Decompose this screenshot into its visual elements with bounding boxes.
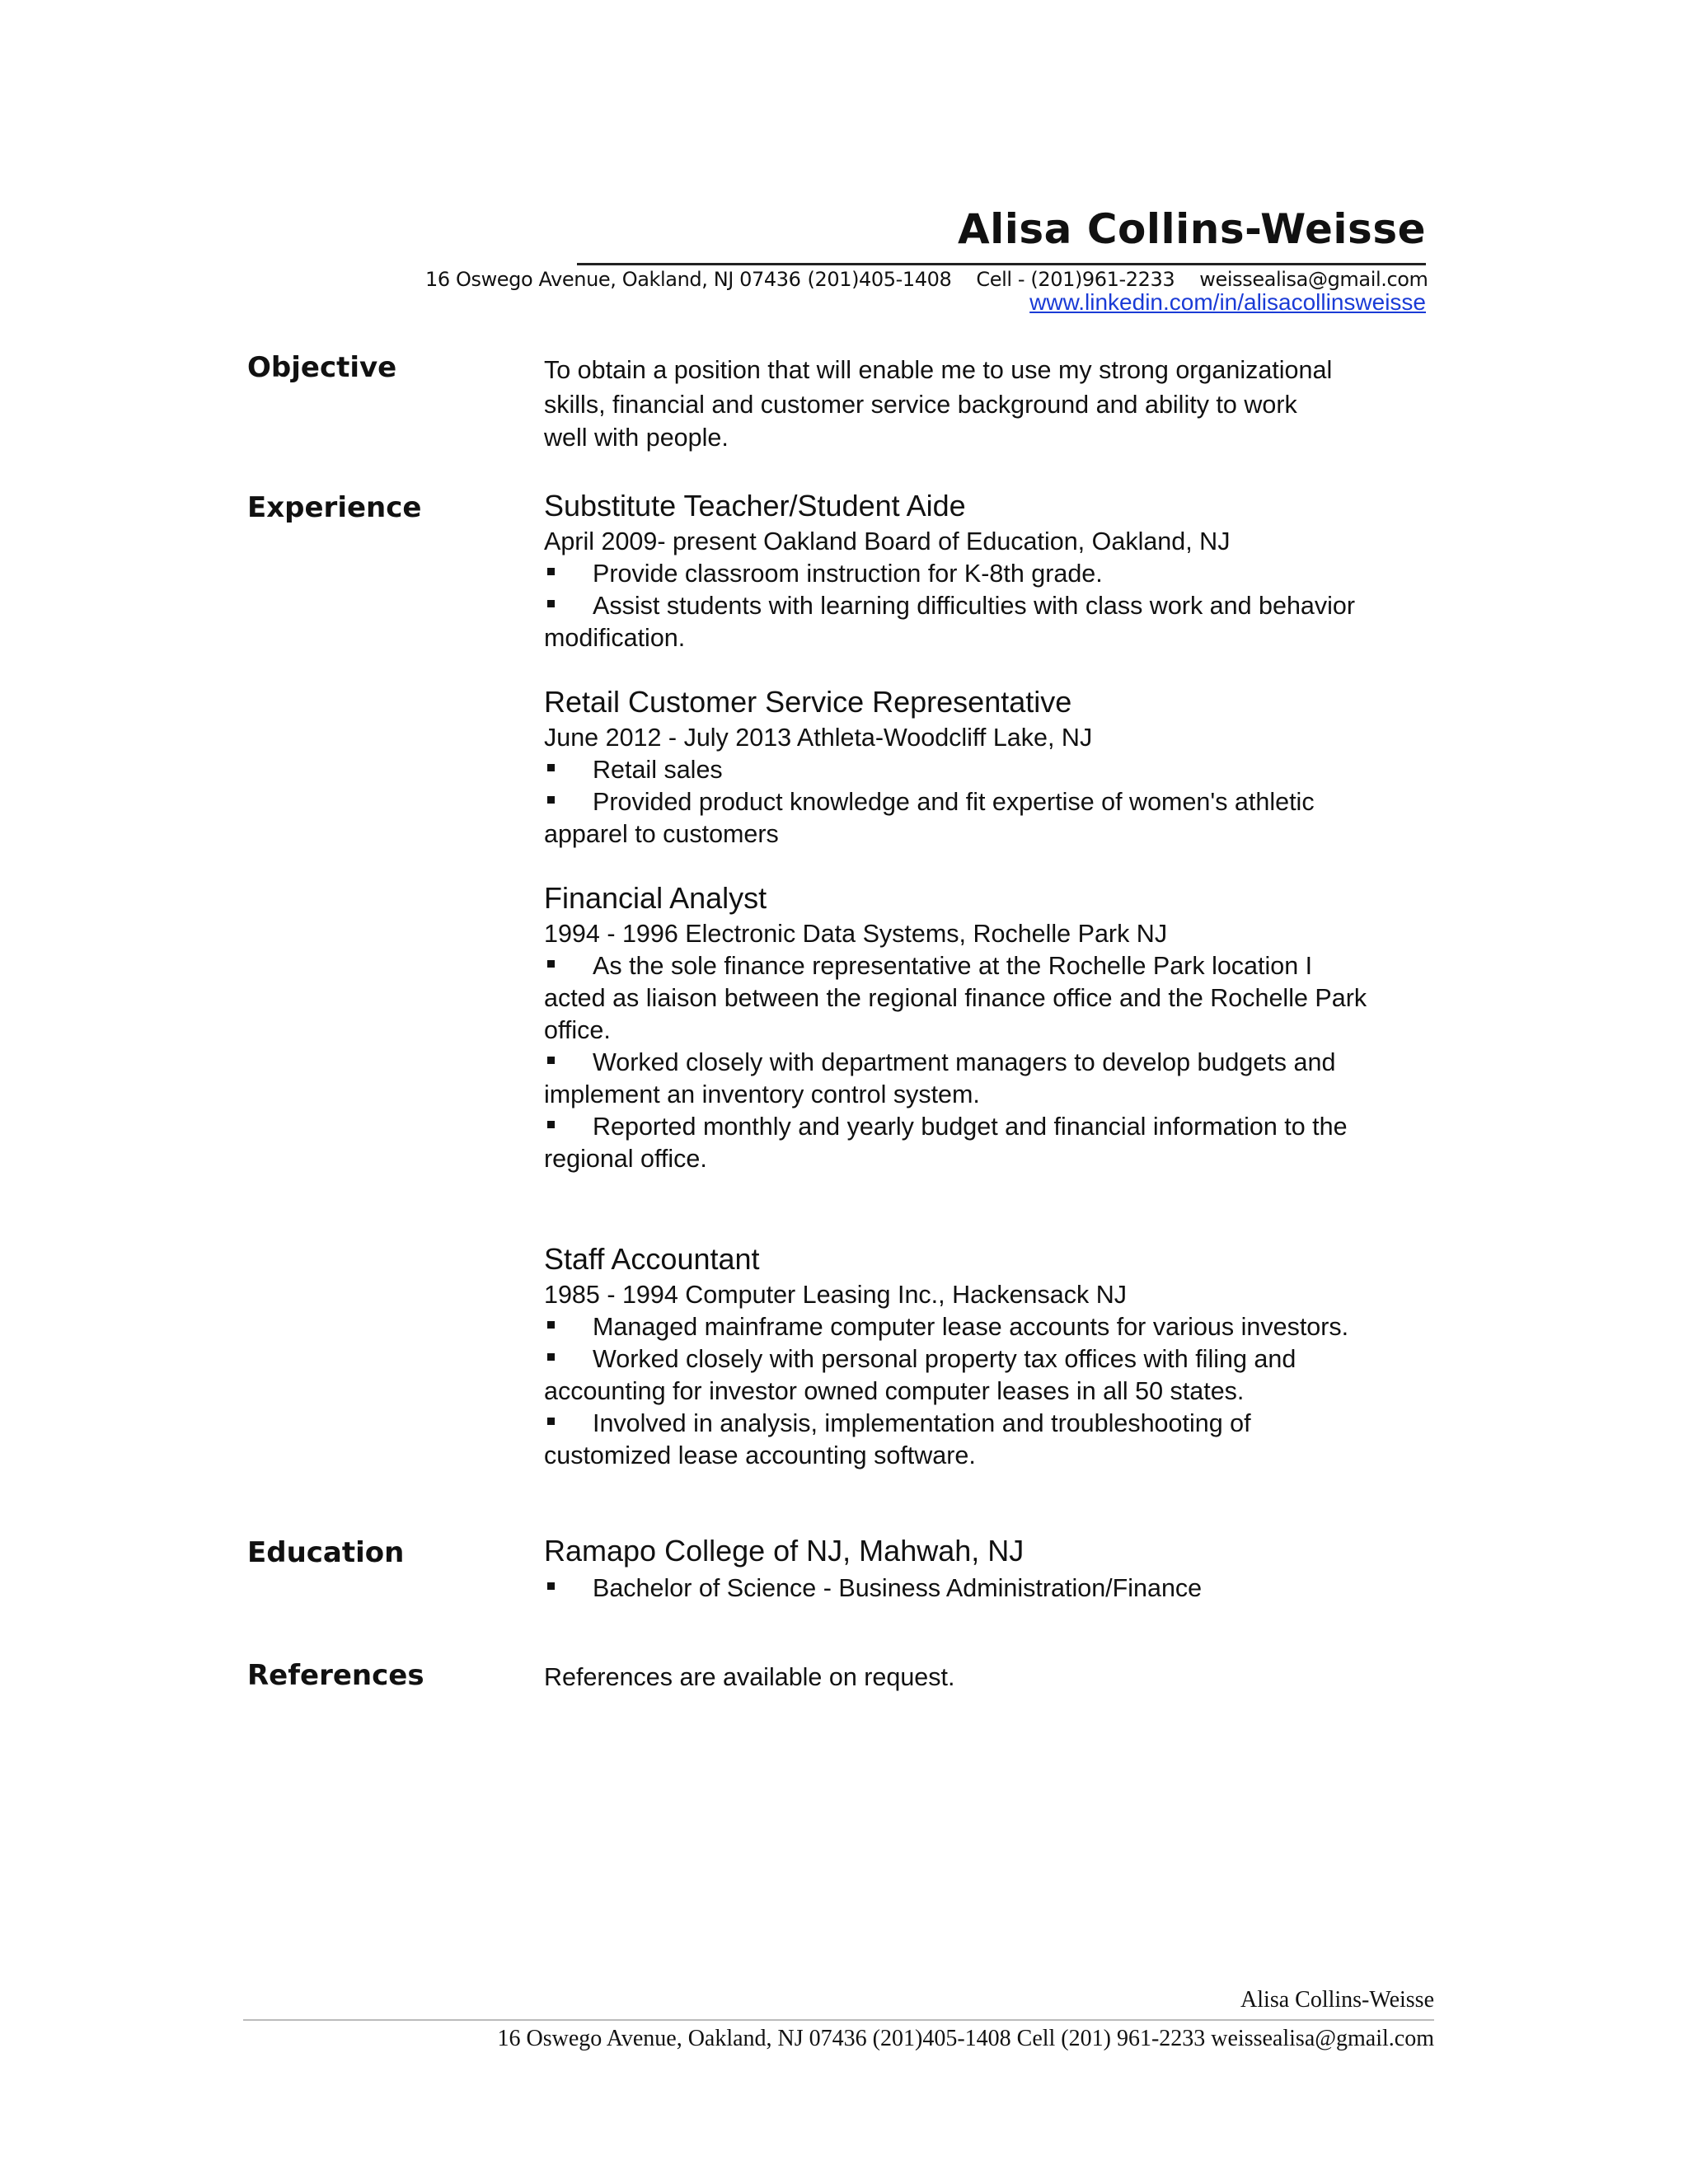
list-item bbox=[544, 1343, 1434, 1376]
list-item bbox=[544, 1111, 1434, 1143]
home-phone: (201)405-1408 bbox=[807, 268, 952, 291]
references-heading: References bbox=[247, 1659, 424, 1692]
bullet-text: Reported monthly and yearly budget and financial information to the bbox=[593, 1113, 1348, 1141]
references-text: References are available on request. bbox=[544, 1663, 955, 1691]
linkedin-link[interactable]: www.linkedin.com/in/alisacollinsweisse bbox=[1029, 289, 1426, 315]
job-dates-employer: June 2012 - July 2013 Athleta-Woodcliff Lake, NJ bbox=[544, 724, 1093, 752]
cell-phone: Cell - (201)961-2233 bbox=[976, 268, 1175, 291]
footer-divider bbox=[243, 2019, 1434, 2021]
job-dates-employer: April 2009- present Oakland Board of Education, Oakland, NJ bbox=[544, 527, 1231, 555]
bullet-square-icon bbox=[547, 1121, 555, 1128]
job-title: Retail Customer Service Representative bbox=[544, 685, 1072, 719]
list-item bbox=[544, 590, 1434, 622]
experience-content bbox=[544, 488, 1434, 1502]
degree-text: Bachelor of Science - Business Administration/Finance bbox=[593, 1574, 1203, 1602]
bullet-square-icon bbox=[547, 796, 555, 804]
education-content bbox=[544, 1533, 1434, 1605]
job-title: Substitute Teacher/Student Aide bbox=[544, 489, 966, 523]
objective-line: To obtain a position that will enable me to use my strong organizational bbox=[544, 356, 1333, 384]
list-item bbox=[544, 950, 1434, 982]
bullet-text: Provide classroom instruction for K-8th grade. bbox=[593, 560, 1103, 588]
bullet-continuation: apparel to customers bbox=[544, 820, 779, 848]
header-divider bbox=[577, 263, 1426, 265]
job-dates-employer: 1994 - 1996 Electronic Data Systems, Rochelle Park NJ bbox=[544, 920, 1168, 948]
bullet-continuation: modification. bbox=[544, 624, 686, 652]
bullet-square-icon bbox=[547, 764, 555, 771]
list-item bbox=[544, 754, 1434, 786]
bullet-text: Assist students with learning difficulties with class work and behavior bbox=[593, 592, 1356, 620]
bullet-text: Involved in analysis, implementation and troubleshooting of bbox=[593, 1409, 1251, 1437]
list-item bbox=[544, 1047, 1434, 1079]
bullet-square-icon bbox=[547, 1353, 555, 1361]
bullet-text: Worked closely with department managers to develop budgets and bbox=[593, 1048, 1336, 1076]
bullet-continuation: acted as liaison between the regional finance office and the Rochelle Park bbox=[544, 984, 1367, 1012]
bullet-square-icon bbox=[547, 1321, 555, 1329]
bullet-square-icon bbox=[547, 600, 555, 607]
job-dates-employer: 1985 - 1994 Computer Leasing Inc., Hackensack NJ bbox=[544, 1281, 1127, 1309]
bullet-text: As the sole finance representative at the Rochelle Park location I bbox=[593, 952, 1313, 980]
footer-name: Alisa Collins-Weisse bbox=[1240, 1987, 1434, 2013]
objective-heading: Objective bbox=[247, 351, 397, 384]
job-entry bbox=[544, 880, 1434, 1175]
bullet-square-icon bbox=[547, 1582, 555, 1590]
objective-line: skills, financial and customer service background and ability to work bbox=[544, 391, 1297, 419]
objective-line: well with people. bbox=[544, 424, 729, 452]
bullet-square-icon bbox=[547, 1418, 555, 1425]
job-entry bbox=[544, 684, 1434, 851]
bullet-text: Retail sales bbox=[593, 756, 723, 784]
bullet-continuation: office. bbox=[544, 1016, 611, 1044]
footer-contact: 16 Oswego Avenue, Oakland, NJ 07436 (201)405-1408 Cell (201) 961-2233 weissealisa@gmail.com bbox=[497, 2026, 1434, 2051]
address: 16 Oswego Avenue, Oakland, NJ 07436 bbox=[425, 268, 801, 291]
bullet-continuation: customized lease accounting software. bbox=[544, 1441, 976, 1469]
bullet-square-icon bbox=[547, 568, 555, 575]
list-item bbox=[544, 1572, 1434, 1605]
job-title: Staff Accountant bbox=[544, 1242, 760, 1276]
resume-header bbox=[577, 202, 1426, 265]
email: weissealisa@gmail.com bbox=[1199, 268, 1428, 291]
job-entry bbox=[544, 488, 1434, 654]
objective-content bbox=[544, 353, 1434, 454]
list-item bbox=[544, 558, 1434, 590]
bullet-text: Managed mainframe computer lease accounts for various investors. bbox=[593, 1313, 1349, 1341]
bullet-text: Provided product knowledge and fit expertise of women's athletic bbox=[593, 788, 1315, 816]
job-entry bbox=[544, 1241, 1434, 1472]
bullet-square-icon bbox=[547, 1057, 555, 1064]
bullet-square-icon bbox=[547, 960, 555, 968]
experience-heading: Experience bbox=[247, 491, 422, 524]
list-item bbox=[544, 1408, 1434, 1440]
job-title: Financial Analyst bbox=[544, 881, 767, 915]
bullet-continuation: implement an inventory control system. bbox=[544, 1080, 980, 1108]
bullet-text: Worked closely with personal property tax offices with filing and bbox=[593, 1345, 1296, 1373]
bullet-continuation: accounting for investor owned computer leases in all 50 states. bbox=[544, 1377, 1245, 1405]
applicant-name: Alisa Collins-Weisse bbox=[957, 205, 1426, 253]
bullet-continuation: regional office. bbox=[544, 1145, 707, 1173]
list-item bbox=[544, 786, 1434, 818]
education-heading: Education bbox=[247, 1536, 405, 1569]
list-item bbox=[544, 1311, 1434, 1343]
school-name: Ramapo College of NJ, Mahwah, NJ bbox=[544, 1534, 1025, 1568]
references-content bbox=[544, 1661, 1434, 1694]
